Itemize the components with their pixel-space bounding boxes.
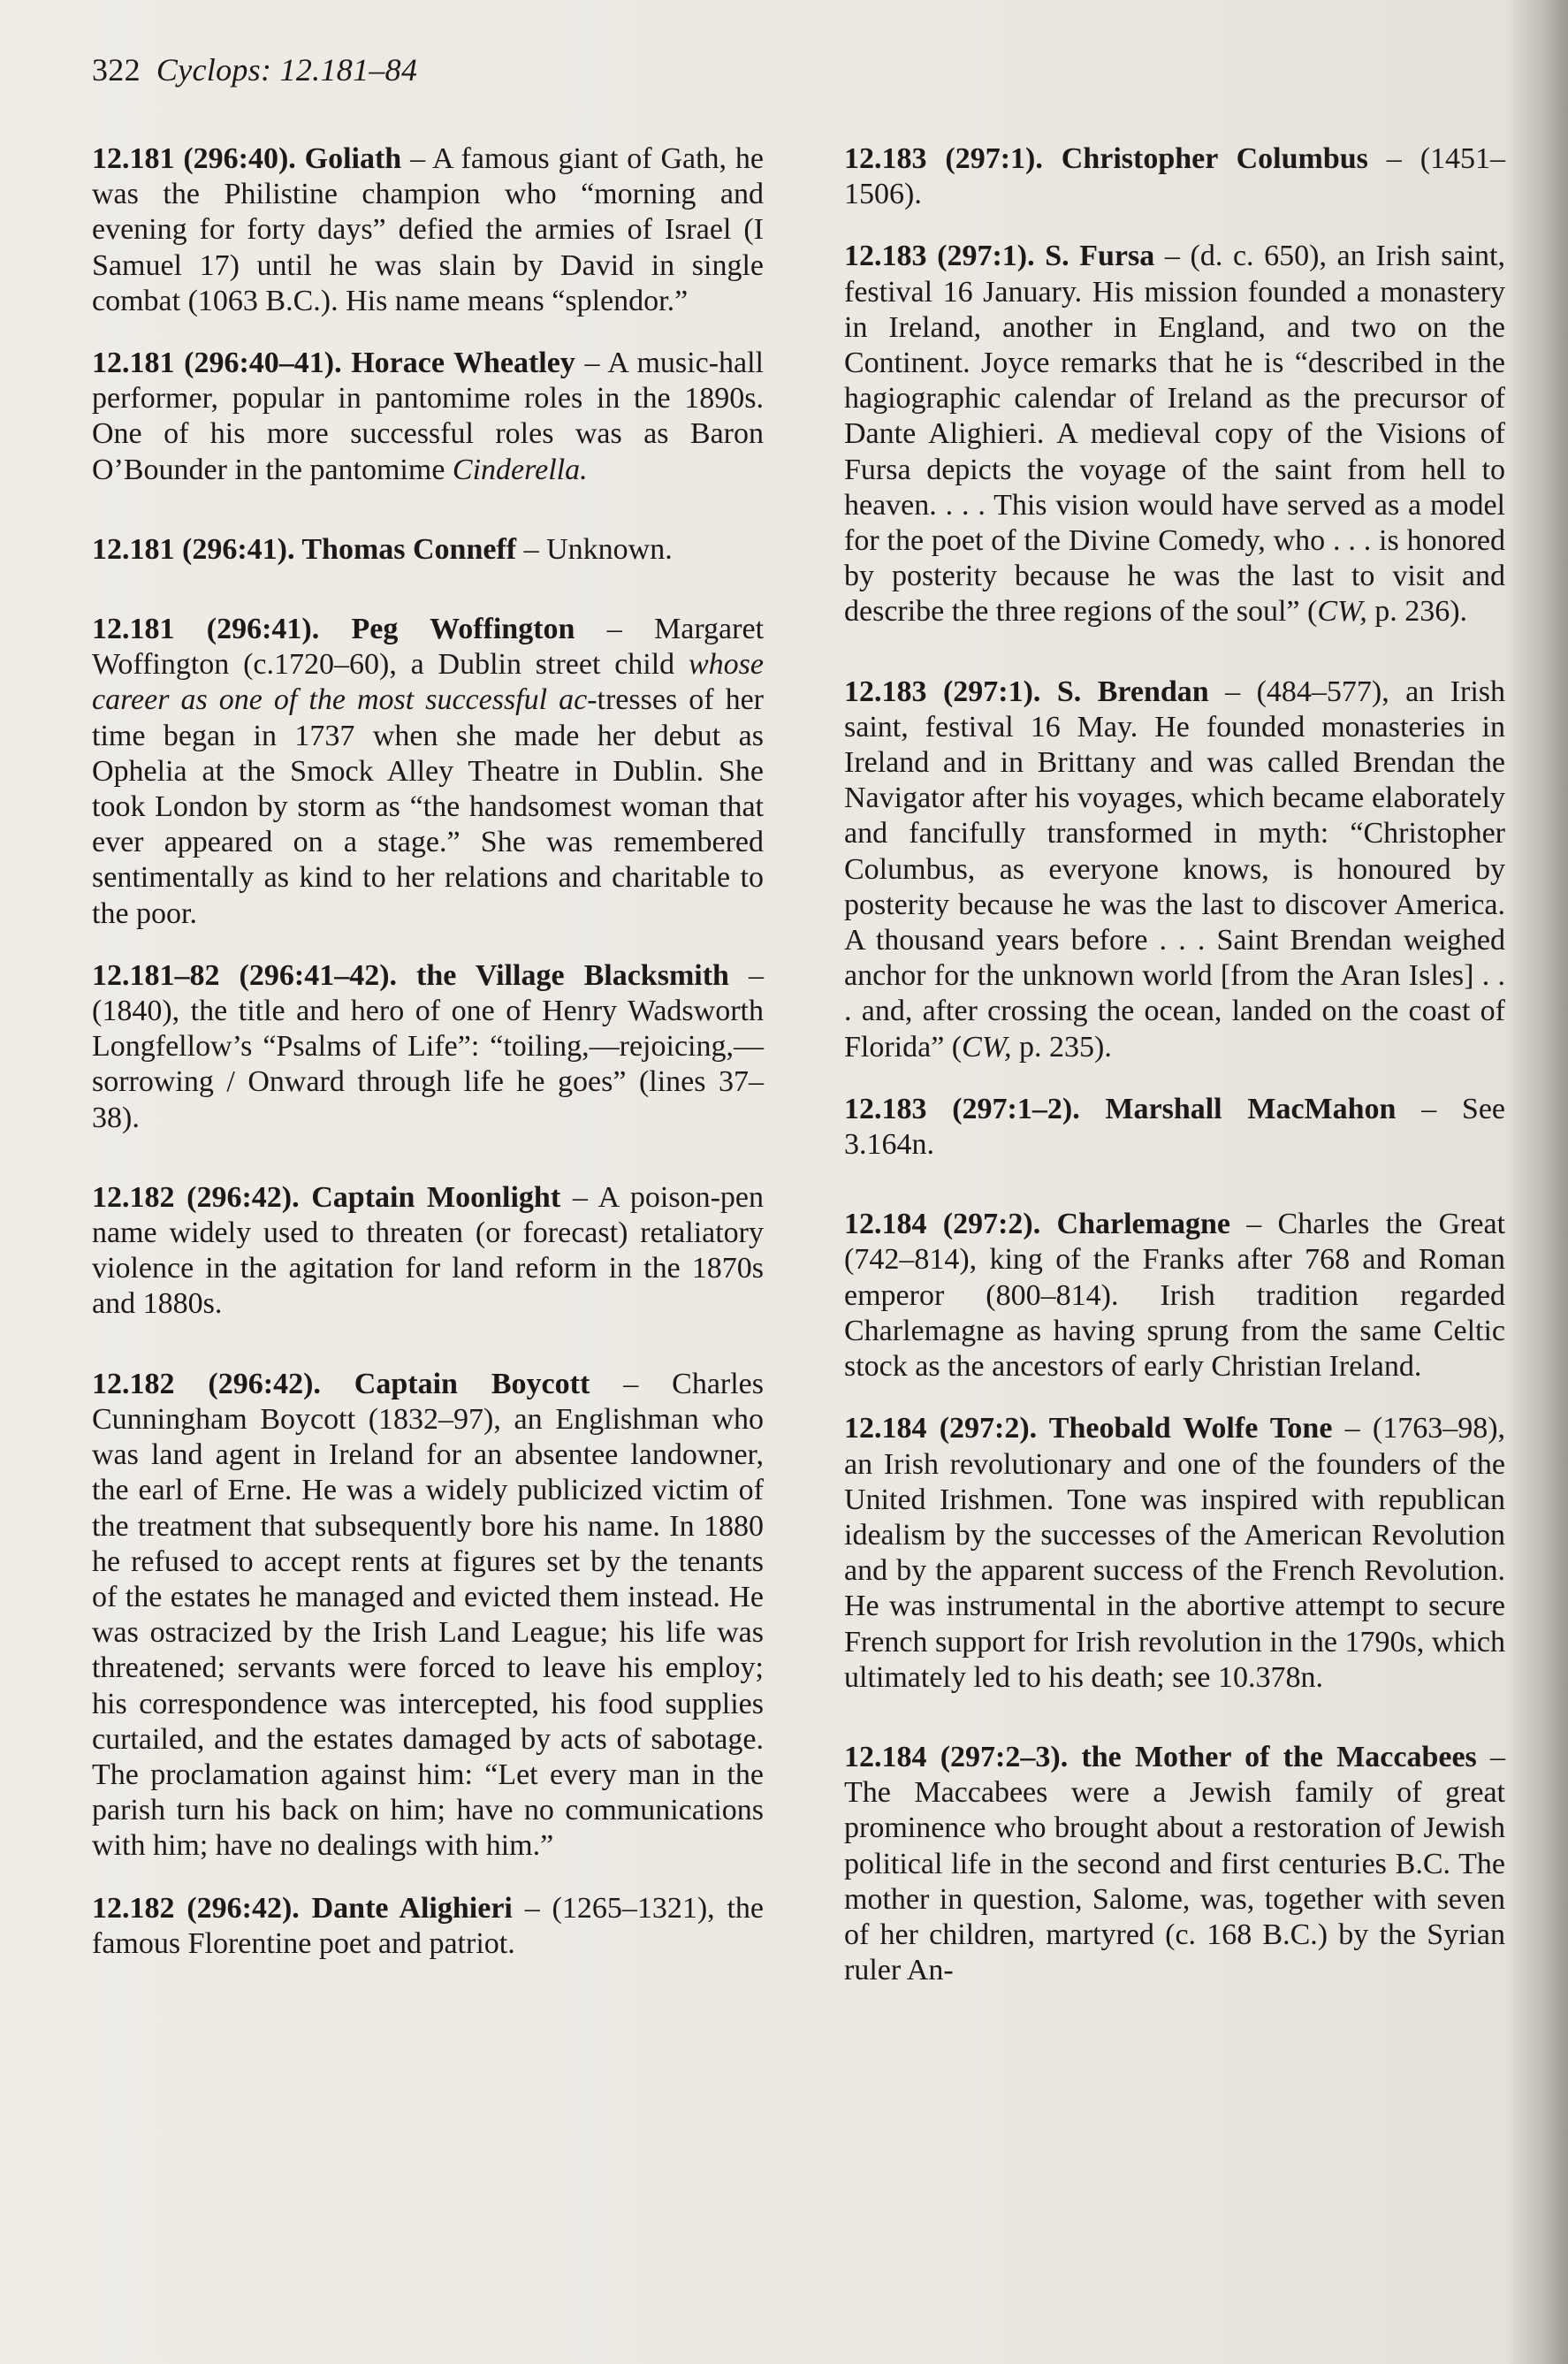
entry-thomas-conneff: 12.181 (296:41). Thomas Conneff – Unknown. <box>92 532 673 566</box>
entry-mother-of-maccabees: 12.184 (297:2–3). the Mother of the Maccabees – The Maccabees were a Jewish family of great prominence who brought about a restoration of Jewish political life in the second and first centuries B.C. The mother in question, Salome, was, together with seven of her children, martyred (c. 168 B.C.) by the Syrian ruler An- <box>844 1740 1506 1987</box>
entry-text: (1451–1506). <box>844 142 1506 211</box>
entry-s-fursa: 12.183 (297:1). S. Fursa – (d. c. 650), an Irish saint, festival 16 January. His mission founded a monastery in Ireland, another in England, and two on the Continent. Joyce remarks that he is “described in the hagiographic calendar of Ireland as the precursor of Dante Alighieri. A medieval copy of the Visions of Fursa depicts the voyage of the saint from hell to heaven. . . . This vision would have served as a model for the poet of the Divine Comedy, who . . . is honored by posterity because he was the last to visit and describe the three regions of the soul” (CW, p. 236). <box>844 240 1505 629</box>
entry-ref: 12.184 (297:2). Charlemagne <box>844 1208 1230 1241</box>
entry-goliath: 12.181 (296:40). Goliath – A famous giant of Gath, he was the Philistine champion who “morning and evening for forty days” defied the armies of Israel (I Samuel 17) until he was slain by David in single combat (1063 B.C.). His name means “splendor.” <box>92 142 764 317</box>
page-number: 322 <box>92 52 141 88</box>
entry-text: Unknown. <box>546 532 673 566</box>
entry-text: Margaret Woffington (c.1720–60), a Dublin street child <box>92 613 765 682</box>
entry-text: (1265–1321), the famous Florentine poet and patriot. <box>92 1891 765 1960</box>
entry-village-blacksmith: 12.181–82 (296:41–42). the Village Blacksmith – (1840), the title and hero of one of Henry Wadsworth Longfellow’s “Psalms of Life”: “toiling,—rejoicing,—sorrowing / Onward through life he goes” (lines 37–38). <box>92 958 764 1134</box>
entry-citation: CW, <box>962 1030 1012 1064</box>
entry-citation-page: p. 235). <box>1011 1030 1112 1064</box>
entry-text: (484–577), an Irish saint, festival 16 May. He founded monasteries in Ireland and in Brittany and was called Brendan the Navigator after his voyages, which became elaborately and fancifully transformed in myth: “Christopher Columbus, as everyone knows, is honoured by posterity because he was the last to discover America. A thousand years before . . . Saint Brendan weighed anchor for the unknown world [from the Aran Isles] . . . and, after crossing the ocean, landed on the coast of Florida” ( <box>844 675 1506 1064</box>
entry-italic: whose career as one of the most successful ac- <box>92 648 764 717</box>
entry-ref: 12.183 (297:1). Christopher Columbus <box>844 142 1368 175</box>
entry-wolfe-tone: 12.184 (297:2). Theobald Wolfe Tone – (1763–98), an Irish revolutionary and one of the founders of the United Irishmen. Tone was inspired with republican idealism by the successes of the American Revolution and by the apparent success of the French Revolution. He was instrumental in the abortive attempt to secure French support for Irish revolution in the 1790s, which ultimately led to his death; see 10.378n. <box>844 1412 1506 1694</box>
entry-text: (1840), the title and hero of one of Henry Wadsworth Longfellow’s “Psalms of Life”: “toiling,—rejoicing,—sorrowing / Onward through life he goes” (lines 37–38). <box>92 995 764 1134</box>
entry-ref: 12.183 (297:1–2). Marshall MacMahon <box>844 1092 1397 1125</box>
entry-text: The Maccabees were a Jewish family of great prominence who brought about a restoration of Jewish political life in the second and first centuries B.C. The mother in question, Salome, was, together with seven of her children, martyred (c. 168 B.C.) by the Syrian ruler An- <box>844 1776 1505 1987</box>
entry-christopher-columbus: 12.183 (297:1). Christopher Columbus – (1451–1506). <box>844 142 1506 211</box>
entry-ref: 12.181 (296:40–41). Horace Wheatley <box>92 347 575 380</box>
entry-ref: 12.183 (297:1). S. Fursa <box>844 240 1155 273</box>
entry-ref: 12.184 (297:2–3). the Mother of the Maccabees <box>844 1740 1477 1773</box>
entry-italic: Cinderella. <box>452 453 588 486</box>
right-column <box>844 141 1505 2015</box>
entry-charlemagne: 12.184 (297:2). Charlemagne – Charles the Great (742–814), king of the Franks after 768 and Roman emperor (800–814). Irish tradition regarded Charlemagne as having sprung from the same Celtic stock as the ancestors of early Christian Ireland. <box>844 1208 1506 1384</box>
entry-s-brendan: 12.183 (297:1). S. Brendan – (484–577), an Irish saint, festival 16 May. He founded monasteries in Ireland and in Brittany and was called Brendan the Navigator after his voyages, which became elaborately and fancifully transformed in myth: “Christopher Columbus, as everyone knows, is honoured by posterity because he was the last to discover America. A thousand years before . . . Saint Brendan weighed anchor for the unknown world [from the Aran Isles] . . . and, after crossing the ocean, landed on the coast of Florida” (CW, p. 235). <box>844 675 1506 1064</box>
entry-text: A music-hall performer, popular in pantomime roles in the 1890s. One of his more successful roles was as Baron O’Bounder in the pantomime <box>92 347 765 486</box>
entry-ref: 12.181 (296:41). Peg Woffington <box>92 613 575 646</box>
entry-ref: 12.183 (297:1). S. Brendan <box>844 675 1209 708</box>
entry-text: See 3.164n. <box>844 1092 1506 1162</box>
entry-text: (1763–98), an Irish revolutionary and one of the founders of the United Irishmen. Tone was inspired with republican idealism by the successes of the American Revolution and by the apparent success of the French Revolution. He was instrumental in the abortive attempt to secure French support for Irish revolution in the 1790s, which ultimately led to his death; see 10.378n. <box>844 1412 1506 1694</box>
entry-text-cont: tresses of her time began in 1737 when she made her debut as Ophelia at the Smock Alley Theatre in Dublin. She took London by storm as “the handsomest woman that ever appeared on a stage.” She was remembered sentimentally as kind to her relations and charitable to the poor. <box>92 683 764 930</box>
running-header <box>92 51 417 88</box>
entry-ref: 12.184 (297:2). Theobald Wolfe Tone <box>844 1412 1333 1445</box>
entry-ref: 12.181–82 (296:41–42). the Village Blacksmith <box>92 958 729 992</box>
page-spine-shadow <box>1506 0 1568 2364</box>
entry-text: A famous giant of Gath, he was the Philistine champion who “morning and evening for forty days” defied the armies of Israel (I Samuel 17) until he was slain by David in single combat (1063 B.C.). His name means “splendor.” <box>92 142 764 317</box>
entry-text: Charles Cunningham Boycott (1832–97), an Englishman who was land agent in Ireland for an absentee landowner, the earl of Erne. He was a widely publicized victim of the treatment that subsequently bore his name. In 1880 he refused to accept rents at figures set by the tenants of the estates he managed and evicted them instead. He was ostracized by the Irish Land League; his life was threatened; servants were forced to leave his employ; his correspondence was intercepted, his food supplies curtailed, and the estates damaged by acts of sabotage. The proclamation against him: “Let every man in the parish turn his back on him; have no communications with him; have no dealings with him.” <box>92 1367 764 1863</box>
entry-text: A poison-pen name widely used to threaten (or forecast) retaliatory violence in the agitation for land reform in the 1870s and 1880s. <box>92 1180 765 1321</box>
entry-text: (d. c. 650), an Irish saint, festival 16 January. His mission founded a monastery in Ireland, another in England, and two on the Continent. Joyce remarks that he is “described in the hagiographic calendar of Ireland as the precursor of Dante Alighieri. A medieval copy of the Visions of Fursa depicts the voyage of the saint from hell to heaven. . . . This vision would have served as a model for the poet of the Divine Comedy, who . . . is honored by posterity because he was the last to visit and describe the three regions of the soul” ( <box>844 240 1505 629</box>
entry-ref: 12.181 (296:40). Goliath <box>92 142 402 175</box>
left-column <box>92 141 764 1988</box>
entry-horace-wheatley: 12.181 (296:40–41). Horace Wheatley – A music-hall performer, popular in pantomime roles in the 1890s. One of his more successful roles was as Baron O’Bounder in the pantomime Cinderella. <box>92 347 765 486</box>
running-title: Cyclops: 12.181–84 <box>156 52 418 88</box>
entry-text: Charles the Great (742–814), king of the Franks after 768 and Roman emperor (800–814). Irish tradition regarded Charlemagne as having sprung from the same Celtic stock as the ancestors of early Christian Ireland. <box>844 1208 1506 1384</box>
entry-citation: CW, <box>1317 595 1367 629</box>
entry-ref: 12.182 (296:42). Dante Alighieri <box>92 1891 513 1925</box>
entry-captain-boycott: 12.182 (296:42). Captain Boycott – Charles Cunningham Boycott (1832–97), an Englishman who was land agent in Ireland for an absentee landowner, the earl of Erne. He was a widely publicized victim of the treatment that subsequently bore his name. In 1880 he refused to accept rents at figures set by the tenants of the estates he managed and evicted them instead. He was ostracized by the Irish Land League; his life was threatened; servants were forced to leave his employ; his correspondence was intercepted, his food supplies curtailed, and the estates damaged by acts of sabotage. The proclamation against him: “Let every man in the parish turn his back on him; have no communications with him; have no dealings with him.” <box>92 1367 764 1863</box>
entry-marshall-macmahon: 12.183 (297:1–2). Marshall MacMahon – See 3.164n. <box>844 1092 1506 1162</box>
entry-citation-page: p. 236). <box>1366 595 1468 629</box>
entry-ref: 12.181 (296:41). Thomas Conneff <box>92 532 517 566</box>
entry-ref: 12.182 (296:42). Captain Moonlight <box>92 1180 561 1214</box>
entry-peg-woffington: 12.181 (296:41). Peg Woffington – Margaret Woffington (c.1720–60), a Dublin street child whose career as one of the most successful ac-tresses of her time began in 1737 when she made her debut as Ophelia at the Smock Alley Theatre in Dublin. She took London by storm as “the handsomest woman that ever appeared on a stage.” She was remembered sentimentally as kind to her relations and charitable to the poor. <box>92 613 765 930</box>
entry-ref: 12.182 (296:42). Captain Boycott <box>92 1367 590 1400</box>
entry-captain-moonlight: 12.182 (296:42). Captain Moonlight – A poison-pen name widely used to threaten (or forecast) retaliatory violence in the agitation for land reform in the 1870s and 1880s. <box>92 1180 765 1321</box>
entry-dante-alighieri: 12.182 (296:42). Dante Alighieri – (1265–1321), the famous Florentine poet and patriot. <box>92 1891 765 1960</box>
